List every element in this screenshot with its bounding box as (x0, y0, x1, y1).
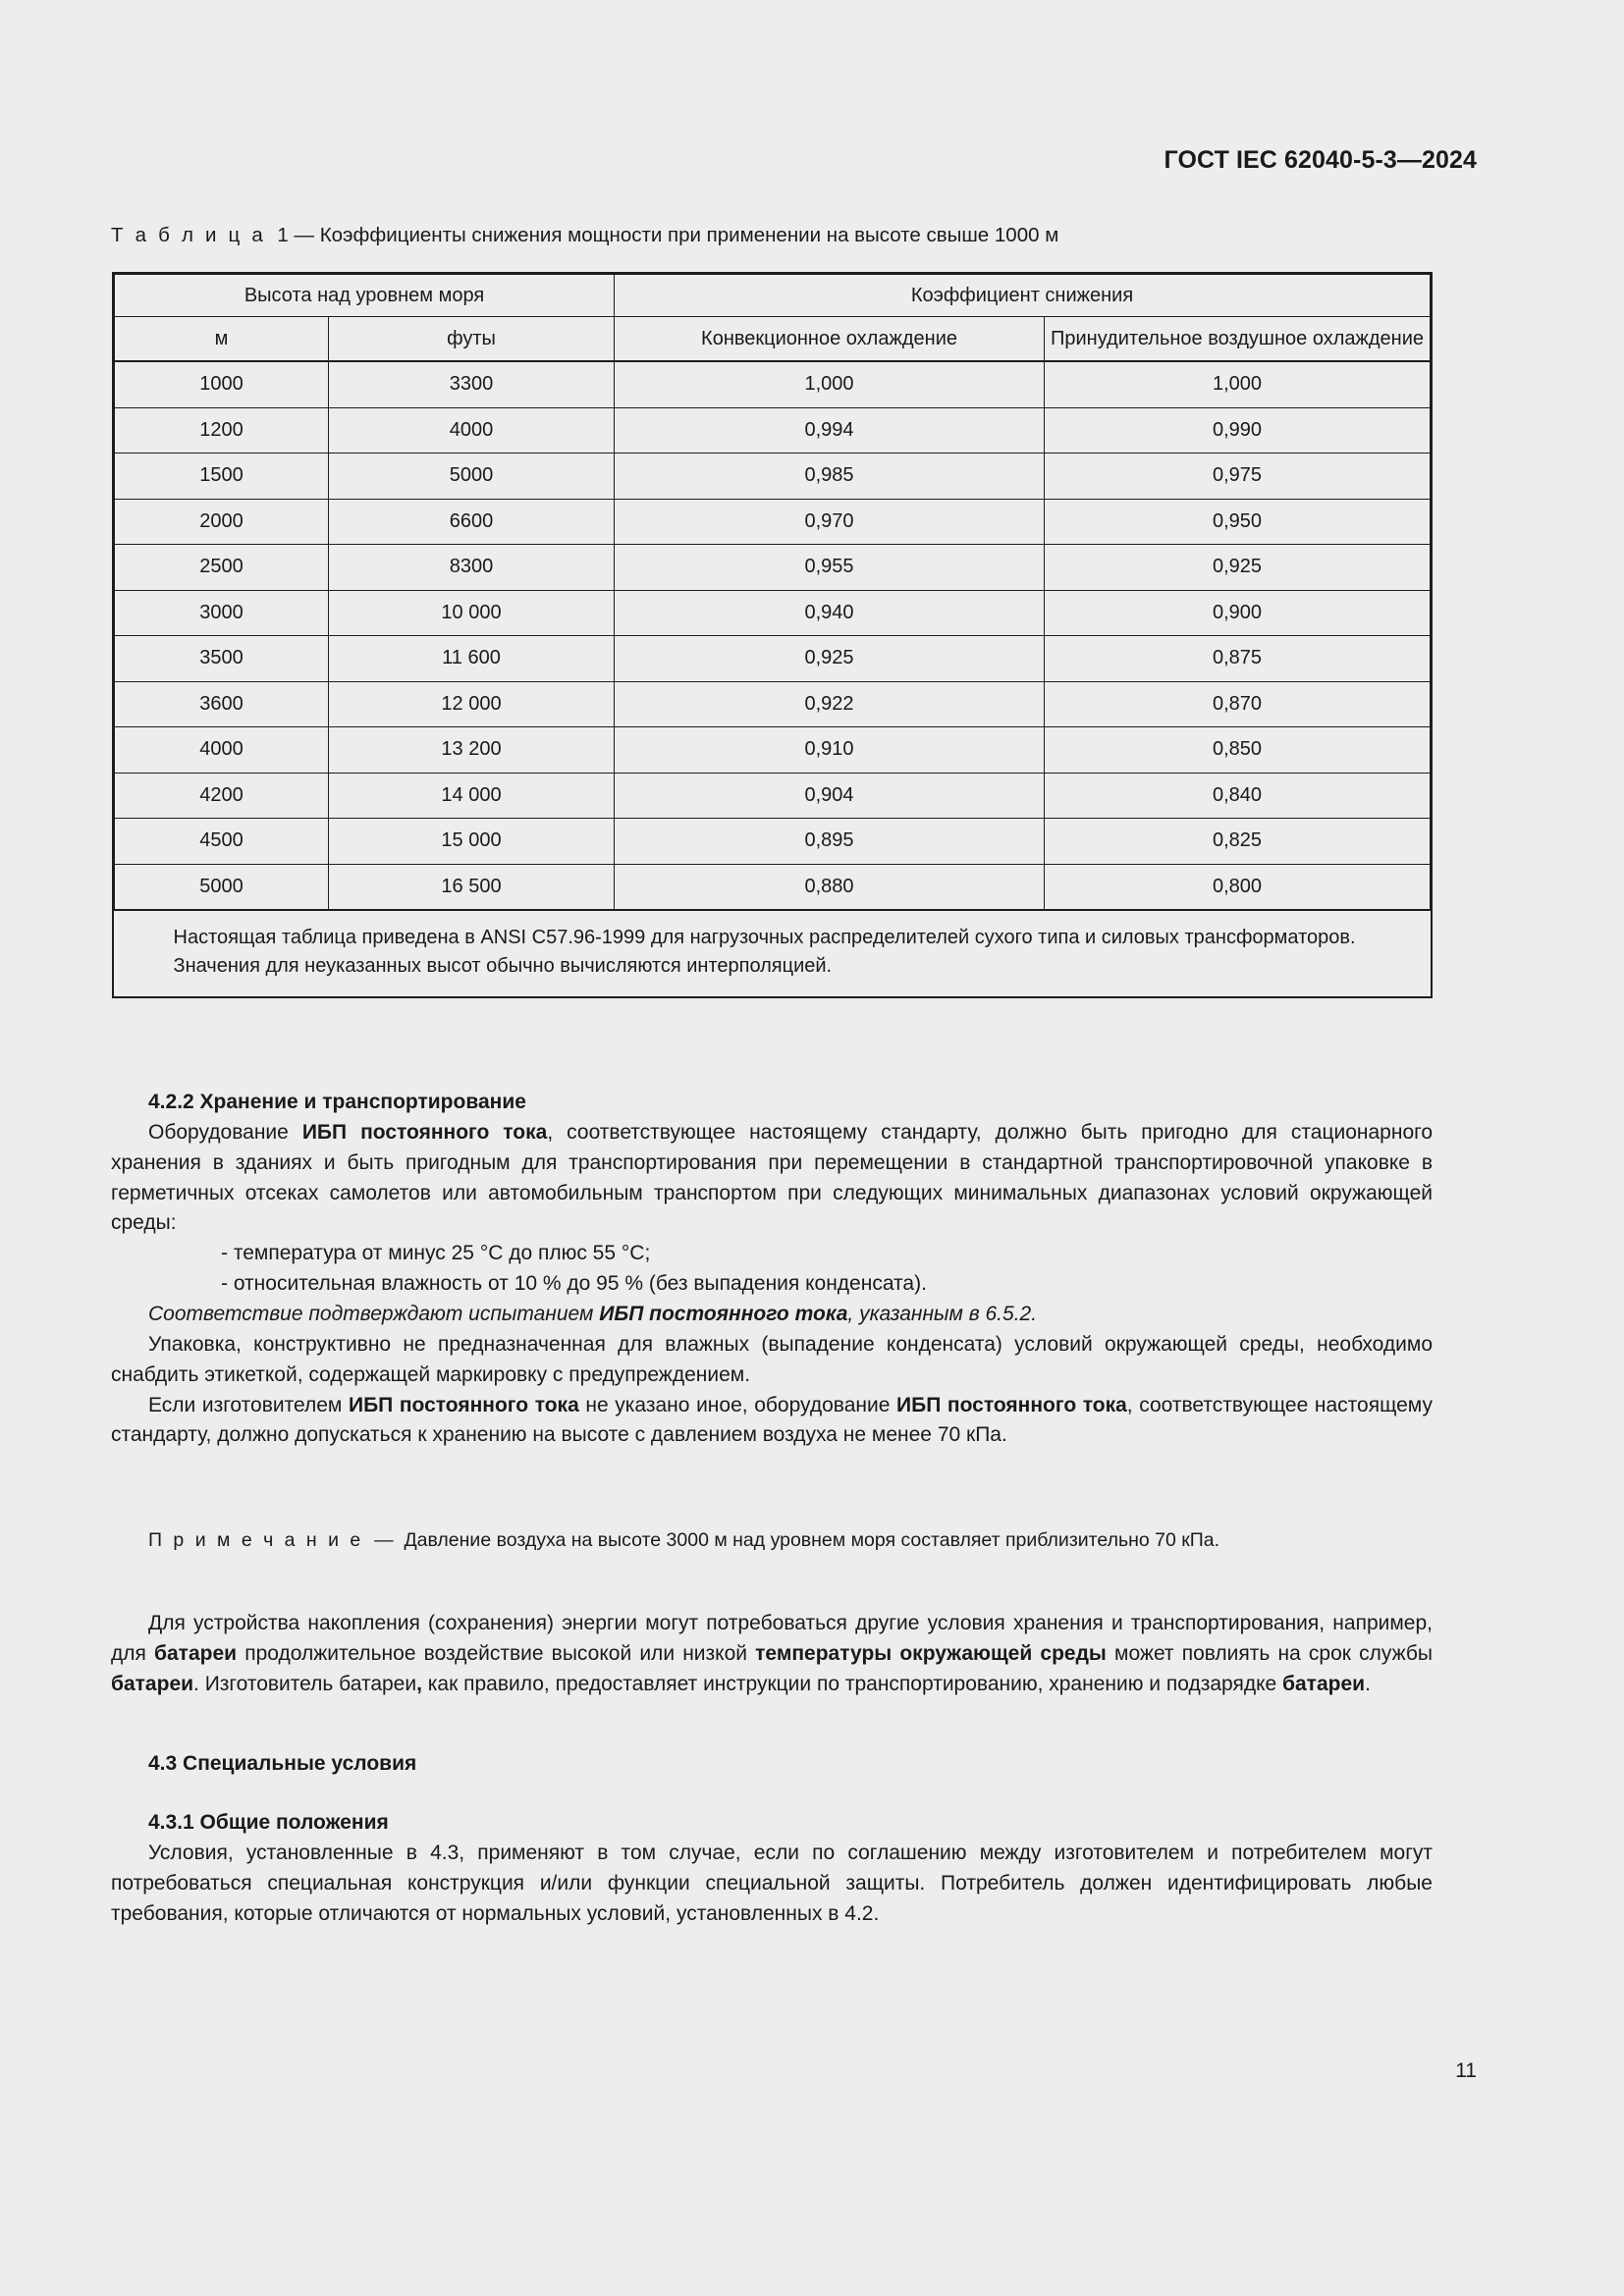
table-cell-m: 1200 (115, 407, 329, 454)
table-cell-convection: 0,970 (615, 499, 1045, 545)
table-cell-forced: 0,925 (1045, 545, 1431, 591)
table-row (115, 681, 1431, 727)
para4-text-i: как правило, предоставляет инструкции по транспортированию, хранению и подзарядке (421, 1672, 1283, 1695)
para4-term-ambient-temp: температуры окружающей среды (755, 1641, 1107, 1665)
section-4-2-2-para-1 (111, 1118, 1433, 1239)
table-cell-ft: 14 000 (329, 773, 615, 819)
para1-term-ups: ИБП постоянного тока (301, 1120, 548, 1144)
table-note-1: Настоящая таблица приведена в ANSI C57.96-1999 для нагрузочных распределителей сухого типа и силовых трансформаторов. (173, 927, 1356, 948)
table-row (115, 864, 1431, 910)
table-cell-m: 4000 (115, 727, 329, 774)
table-cell-m: 4500 (115, 819, 329, 865)
table-row (115, 361, 1431, 407)
section-4-2-2-para-2: Упаковка, конструктивно не предназначенная для влажных (выпадение конденсата) условий окружающей среды, необходимо снабдить этикеткой, содержащей маркировку с предупреждением. (111, 1332, 1433, 1386)
section-4-3-1-para-1: Условия, установленные в 4.3, применяют в том случае, если по соглашению между изготовителем и потребителем могут потребоваться специальная конструкция и/или функции специальной защиты. Потребитель должен идентифицировать любые требования, которые отличаются от нормальных условий, установленных в 4.2. (111, 1841, 1433, 1925)
table-cell-ft: 11 600 (329, 636, 615, 682)
table-cell-forced: 0,850 (1045, 727, 1431, 774)
table-cell-forced: 0,975 (1045, 454, 1431, 500)
header-derating-group: Коэффициент снижения (615, 275, 1431, 317)
table-cell-m: 2000 (115, 499, 329, 545)
para4-bold-comma: , (416, 1672, 422, 1695)
table-cell-convection: 0,880 (615, 864, 1045, 910)
table-row (115, 499, 1431, 545)
bullet-temperature: - температура от минус 25 °C до плюс 55 °C; (221, 1242, 651, 1265)
table-cell-m: 1000 (115, 361, 329, 407)
table-cell-forced: 0,990 (1045, 407, 1431, 454)
para4-text-e: может повлиять на срок службы (1106, 1641, 1434, 1665)
table-cell-m: 1500 (115, 454, 329, 500)
header-col-m: м (115, 317, 329, 362)
section-4-2-2-para-4 (111, 1609, 1433, 1700)
conformity-text-a: Соответствие подтверждают испытанием (148, 1303, 600, 1326)
table-cell-ft: 3300 (329, 361, 615, 407)
table-cell-convection: 0,910 (615, 727, 1045, 774)
table-cell-convection: 0,955 (615, 545, 1045, 591)
note-paragraph (111, 1526, 1433, 1555)
table-row (115, 636, 1431, 682)
running-head: ГОСТ IEC 62040-5-3—2024 (1164, 146, 1477, 174)
table-cell-convection: 0,895 (615, 819, 1045, 865)
section-4-3 (111, 1749, 1433, 1780)
note-text: Давление воздуха на высоте 3000 м над уровнем моря составляет приблизительно 70 кПа. (404, 1529, 1220, 1551)
section-4-2-2 (111, 1088, 1433, 1451)
table-cell-convection: 0,922 (615, 681, 1045, 727)
section-4-2-2-heading: 4.2.2 Хранение и транспортирование (148, 1091, 526, 1113)
table-cell-convection: 0,940 (615, 590, 1045, 636)
table-row (115, 727, 1431, 774)
table-note-row (115, 910, 1431, 996)
table-row (115, 590, 1431, 636)
table-header-row-group (115, 275, 1431, 317)
section-4-3-1 (111, 1808, 1433, 1929)
table-cell-m: 3500 (115, 636, 329, 682)
table-caption-number: 1 (277, 224, 289, 246)
para4-text-c: продолжительное воздействие высокой или низкой (237, 1641, 756, 1665)
header-col-convection: Конвекционное охлаждение (615, 317, 1045, 362)
table-note-2: Значения для неуказанных высот обычно вычисляются интерполяцией. (173, 955, 833, 978)
para4-term-battery-2: батареи (111, 1672, 194, 1695)
table-cell-convection: 1,000 (615, 361, 1045, 407)
conformity-text-c: , указанным в 6.5.2. (847, 1303, 1038, 1326)
table-row (115, 407, 1431, 454)
table-row (115, 454, 1431, 500)
table-cell-forced: 0,900 (1045, 590, 1431, 636)
section-4-2-2-note (111, 1526, 1433, 1555)
table-cell-m: 3000 (115, 590, 329, 636)
table-notes (115, 910, 1431, 996)
conformity-term-ups: ИБП постоянного тока (599, 1303, 848, 1326)
note-dash: — (374, 1529, 394, 1551)
para3-text-c: не указано иное, оборудование (578, 1393, 897, 1416)
table-cell-forced: 0,825 (1045, 819, 1431, 865)
para4-text-a: Для устройства накопления (сохранения) энергии могут потребоваться другие условия хранения и транспортирования, например, для (111, 1612, 1433, 1665)
section-4-2-2-battery (111, 1609, 1433, 1700)
para4-text-k: . (1365, 1672, 1371, 1695)
table-row (115, 545, 1431, 591)
table-cell-m: 4200 (115, 773, 329, 819)
table-caption-text: — Коэффициенты снижения мощности при применении на высоте свыше 1000 м (294, 224, 1059, 246)
table-cell-forced: 0,875 (1045, 636, 1431, 682)
table-cell-ft: 10 000 (329, 590, 615, 636)
para3-text-a: Если изготовителем (148, 1393, 349, 1416)
table-cell-ft: 16 500 (329, 864, 615, 910)
table-cell-ft: 13 200 (329, 727, 615, 774)
table-cell-forced: 0,840 (1045, 773, 1431, 819)
table-caption (111, 224, 1058, 247)
table-row (115, 773, 1431, 819)
para4-text-g: . Изготовитель батареи (193, 1672, 417, 1695)
para1-text-c: , соответствующее настоящему стандарту, должно быть пригодно для стационарного хранения в зданиях и быть пригодным для транспортирования при перемещении в стандартной транспортировочной упаковке в герметичных отсеках самолетов или автомобильным транспортом при следующих минимальных диапазонах условий окружающей среды: (111, 1120, 1433, 1235)
table-cell-forced: 0,950 (1045, 499, 1431, 545)
table-header-row-units (115, 317, 1431, 362)
para4-term-battery-3: батареи (1282, 1672, 1366, 1695)
table-cell-forced: 0,800 (1045, 864, 1431, 910)
para3-term-ups-1: ИБП постоянного тока (348, 1393, 579, 1416)
table-cell-convection: 0,985 (615, 454, 1045, 500)
header-altitude-group: Высота над уровнем моря (115, 275, 615, 317)
table-cell-convection: 0,994 (615, 407, 1045, 454)
table-cell-ft: 5000 (329, 454, 615, 500)
table-cell-forced: 1,000 (1045, 361, 1431, 407)
header-col-forced: Принудительное воздушное охлаждение (1045, 317, 1431, 362)
table-caption-label: Т а б л и ц а (111, 224, 266, 246)
table-cell-ft: 4000 (329, 407, 615, 454)
table-cell-m: 2500 (115, 545, 329, 591)
table-cell-forced: 0,870 (1045, 681, 1431, 727)
para4-term-battery-1: батареи (154, 1641, 238, 1665)
derating-table (112, 272, 1433, 998)
table-cell-m: 3600 (115, 681, 329, 727)
conformity-statement (111, 1300, 1433, 1330)
table-row (115, 819, 1431, 865)
para3-text-e: , соответствующее настоящему стандарту, должно допускаться к хранению на высоте с давлением воздуха не менее 70 кПа. (111, 1393, 1433, 1447)
table-cell-m: 5000 (115, 864, 329, 910)
page-number: 11 (1455, 2059, 1477, 2082)
table-cell-ft: 8300 (329, 545, 615, 591)
table-cell-ft: 15 000 (329, 819, 615, 865)
section-4-2-2-para-3 (111, 1391, 1433, 1452)
table-cell-convection: 0,925 (615, 636, 1045, 682)
table-cell-ft: 12 000 (329, 681, 615, 727)
section-4-3-1-heading: 4.3.1 Общие положения (148, 1811, 389, 1834)
section-4-3-heading: 4.3 Специальные условия (148, 1752, 417, 1775)
header-col-ft: футы (329, 317, 615, 362)
table-cell-convection: 0,904 (615, 773, 1045, 819)
bullet-humidity: - относительная влажность от 10 % до 95 % (без выпадения конденсата). (221, 1272, 927, 1296)
para1-text-a: Оборудование (148, 1120, 302, 1144)
note-label: П р и м е ч а н и е (148, 1529, 364, 1551)
para3-term-ups-2: ИБП постоянного тока (896, 1393, 1127, 1416)
table-cell-ft: 6600 (329, 499, 615, 545)
